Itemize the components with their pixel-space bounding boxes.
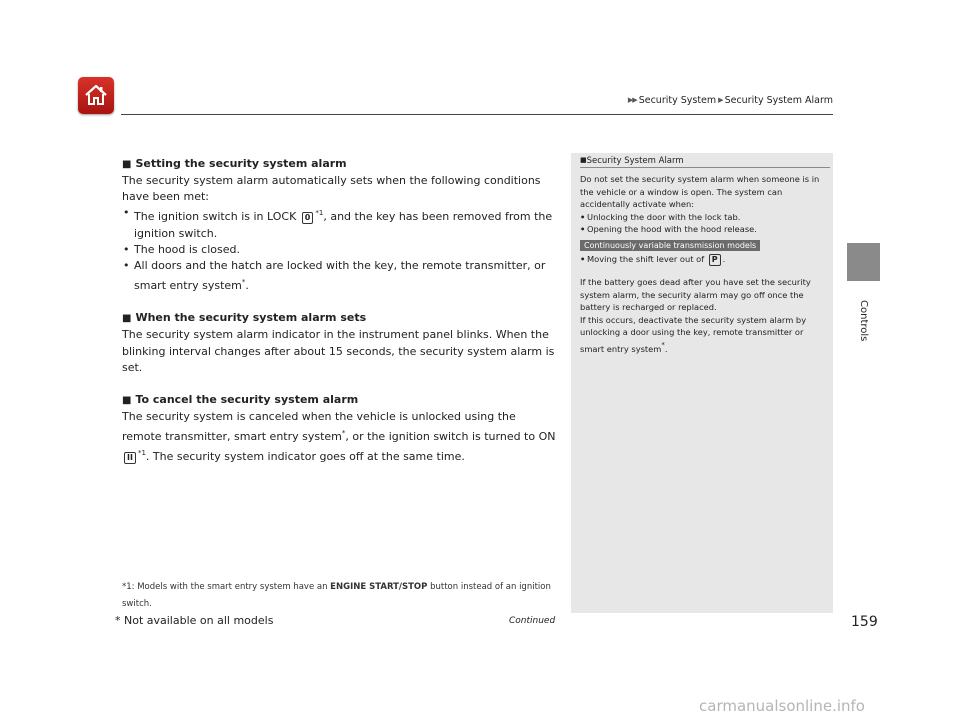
list-item: • The hood is closed. <box>122 242 558 258</box>
lock-position-key: 0 <box>302 212 314 224</box>
arrow-icon: ▶ <box>718 96 723 104</box>
footnote-ref[interactable]: * <box>661 340 665 349</box>
availability-note: * Not available on all models <box>115 614 274 627</box>
sidebar-list <box>580 253 830 266</box>
breadcrumb-page[interactable]: Security System Alarm <box>724 95 833 106</box>
footnote-ref[interactable]: *1 <box>315 209 324 218</box>
sidebar-list <box>580 211 830 236</box>
sidebar-intro: Do not set the security system alarm when someone is in the vehicle or a window is open. The system can accidentally activate when: <box>580 174 820 210</box>
chapter-label: Controls <box>858 300 869 342</box>
sidebar-paragraph: If the battery goes dead after you have set the security system alarm, the security alarm may go off once the battery is recharged or replaced. <box>580 276 811 313</box>
chapter-tab[interactable] <box>847 243 880 281</box>
list-item: • Moving the shift lever out of P . <box>580 253 830 266</box>
park-position-key: P <box>709 254 721 266</box>
list-item: • Unlocking the door with the lock tab. <box>580 211 830 224</box>
sidebar-divider <box>580 167 830 168</box>
list-item: • All doors and the hatch are locked with the key, the remote transmitter, or smart entry system*. <box>122 258 558 294</box>
section-heading: ■ When the security system alarm sets <box>122 311 367 325</box>
sidebar-paragraph: If this occurs, deactivate the security system alarm by unlocking a door using the key, remote transmitter or smart entry system*. <box>580 314 807 354</box>
list-item: • The ignition switch is in LOCK 0 $^{*1}$, and the key has been removed from the ignition switch. <box>122 205 558 241</box>
watermark: carmanualsonline.info <box>699 697 865 715</box>
section-body: The security system alarm indicator in the instrument panel blinks. When the blinking interval changes after about 15 seconds, the security system alarm is set. <box>122 328 555 374</box>
sidebar-body <box>580 173 830 356</box>
main-content <box>122 156 558 466</box>
model-tag: Continuously variable transmission models <box>580 240 760 251</box>
home-button[interactable] <box>78 77 114 114</box>
footnote-ref[interactable]: * <box>241 278 246 287</box>
home-icon <box>83 82 109 108</box>
footnote: *1: Models with the smart entry system have an ENGINE START/STOP button instead of an ignition switch. <box>122 582 551 609</box>
section-intro: The security system alarm automatically sets when the following conditions have been met: <box>122 174 541 204</box>
on-position-key: II <box>124 452 136 464</box>
section-heading: ■ Setting the security system alarm <box>122 157 347 170</box>
sidebar-note <box>571 153 833 613</box>
square-bullet-icon: ■ <box>122 159 132 170</box>
breadcrumb-section[interactable]: Security System <box>638 95 717 106</box>
footnote-ref[interactable]: *1 <box>137 449 146 458</box>
section-body: The security system is canceled when the vehicle is unlocked using the remote transmitter, smart entry system*, or the ignition switch is turned to ON II $^{*1}$. The security system indicator goes off at the same time. <box>122 410 556 464</box>
header-divider <box>121 114 833 115</box>
reference-icon: ■ <box>580 156 587 164</box>
square-bullet-icon: ■ <box>122 313 132 325</box>
footnote-ref[interactable]: * <box>341 429 346 438</box>
sidebar-title[interactable]: ■Security System Alarm <box>580 156 684 166</box>
breadcrumb <box>626 95 833 106</box>
conditions-list <box>122 205 558 294</box>
square-bullet-icon: ■ <box>122 395 132 407</box>
page-number: 159 <box>851 614 878 630</box>
list-item: • Opening the hood with the hood release. <box>580 223 830 236</box>
section-heading: ■ To cancel the security system alarm <box>122 393 359 407</box>
double-arrow-icon: ▶▶ <box>627 96 637 104</box>
continued-label: Continued <box>509 616 556 626</box>
